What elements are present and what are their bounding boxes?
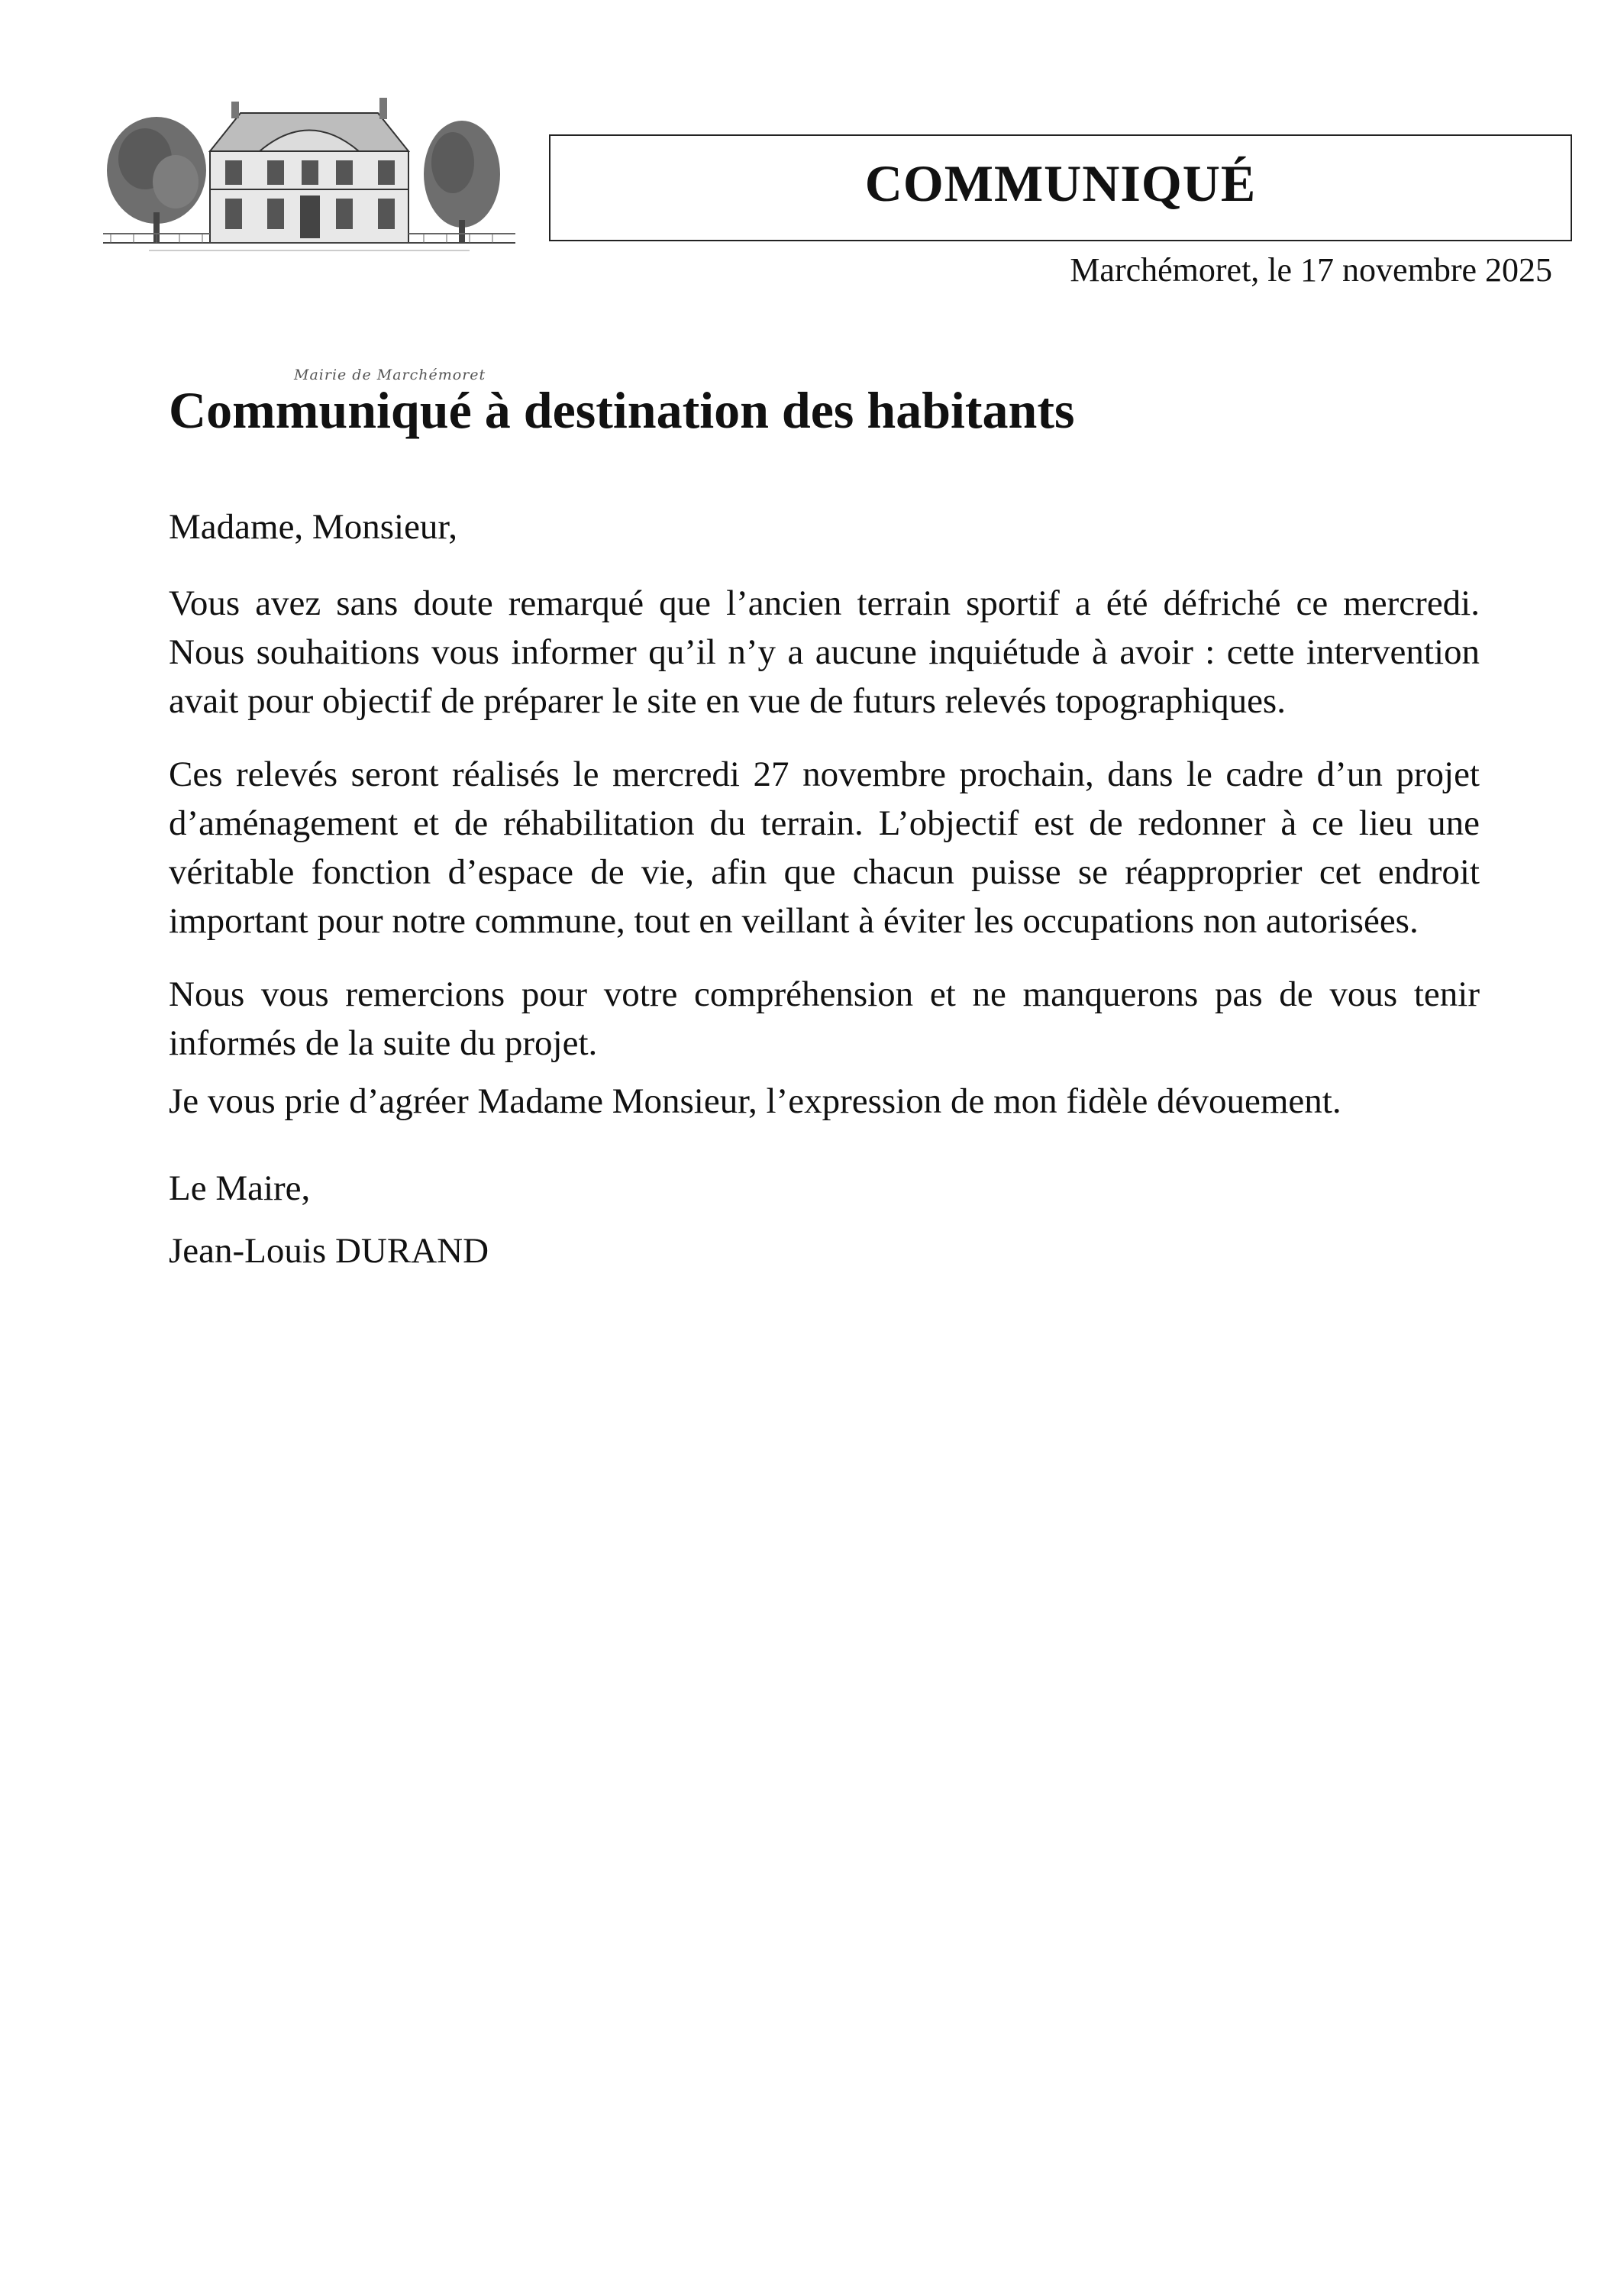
date-line: Marchémoret, le 17 novembre 2025 — [1070, 251, 1552, 289]
paragraph-2: Ces relevés seront réalisés le mercredi 27 novembre prochain, dans le cadre d’un projet d’aménagement et de réhabilitation du terrain. L’objectif est de redonner à ce lieu une véritable fonction d’espace de vie, afin que chacun puisse se réapproprier cet endroit important pour notre commune, tout en veillant à éviter les occupations non autorisées. — [169, 755, 1480, 941]
signature-name: Jean-Louis DURAND — [169, 1231, 489, 1271]
town-hall-illustration — [103, 98, 515, 266]
logo-caption: Mairie de Marchémoret — [294, 367, 486, 383]
closing-formula: Je vous prie d’agréer Madame Monsieur, l’expression de mon fidèle dévouement. — [169, 1081, 1341, 1121]
page-title: COMMUNIQUÉ — [864, 153, 1257, 212]
town-hall-logo — [103, 98, 515, 383]
paragraph-3: Nous vous remercions pour votre compréhension et ne manquerons pas de vous tenir informés de la suite du projet. — [169, 974, 1480, 1063]
paragraph-1: Vous avez sans doute remarqué que l’ancien terrain sportif a été défriché ce mercredi. Nous souhaitions vous informer qu’il n’y a aucune inquiétude à avoir : cette intervention avait pour objectif de préparer le site en vue de futurs relevés topographiques. — [169, 583, 1480, 721]
document-heading: Communiqué à destination des habitants — [169, 381, 1075, 439]
salutation: Madame, Monsieur, — [169, 507, 457, 547]
letter-body — [169, 502, 1480, 1275]
communique-title-box — [549, 134, 1572, 241]
signature-title: Le Maire, — [169, 1168, 311, 1208]
